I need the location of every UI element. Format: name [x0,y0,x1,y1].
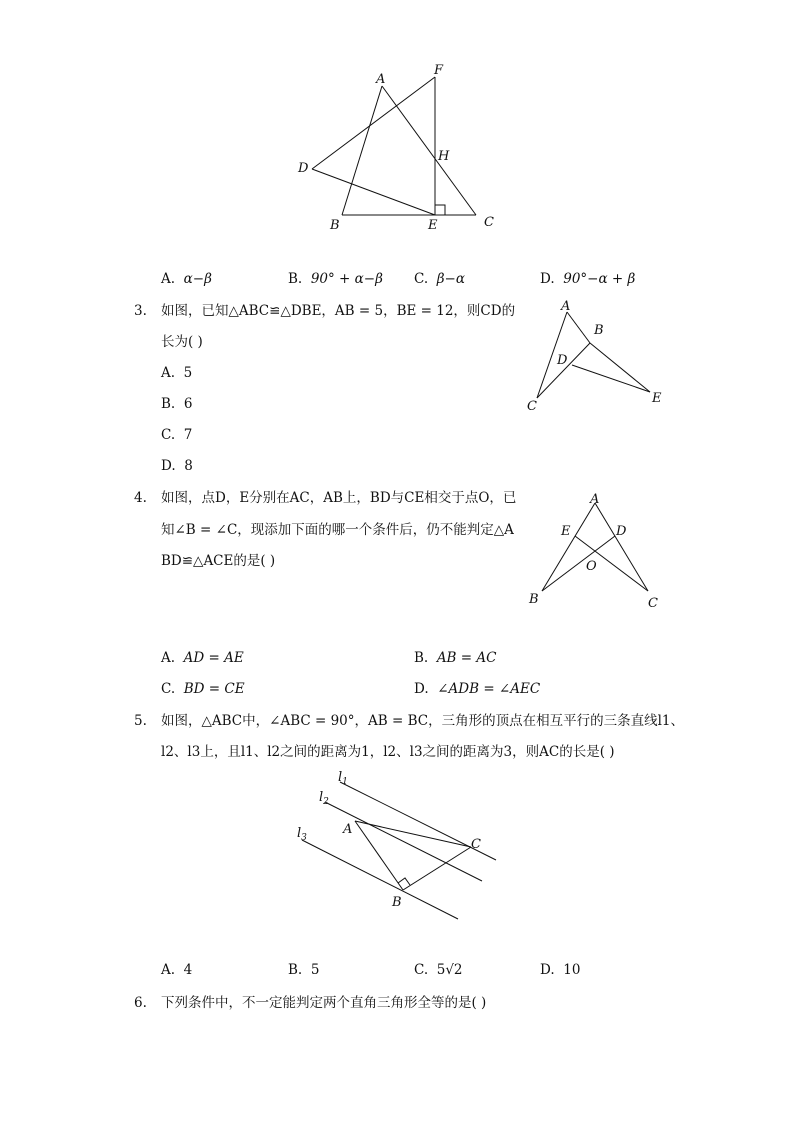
q4-label-o: O [586,559,597,574]
q4-option-b-text: AB = AC [436,650,497,666]
q4-option-b-label: B. [414,650,429,666]
q4-option-d-text: ∠ADB = ∠AEC [437,681,541,697]
q3-option-d-label: D. [161,458,176,474]
q4-option-c-label: C. [161,681,176,697]
q3-option-c-text: 7 [183,427,193,443]
q3-option-d[interactable] [161,460,193,474]
q4-segment-ab [542,503,595,591]
q2-label-f: F [434,63,444,78]
q4-segment-db [542,536,615,591]
q5-line-l3 [302,840,458,919]
q4-label-b: B [529,592,539,607]
q5-option-c-label: C. [414,962,429,978]
q4-figure [520,488,670,612]
q5-option-a-label: A. [161,962,176,978]
q3-option-c-label: C. [161,427,176,443]
q3-option-a-label: A. [161,365,176,381]
q5-option-a[interactable] [161,964,192,978]
q4-label-d: D [616,524,627,539]
q3-figure [520,296,670,420]
q6-number: 6. [134,995,147,1011]
q3-segment-ab [567,312,590,343]
q5-label-b: B [392,895,402,910]
q2-label-a: A [376,72,386,87]
q4-number: 4. [134,490,147,506]
q3-option-c[interactable] [161,429,192,443]
q2-segment-de [312,169,435,215]
q4-label-a: A [590,492,600,507]
q2-label-d: D [298,161,309,176]
q5-segment-bc [403,847,471,890]
q2-label-h: H [438,149,450,164]
q5-stem-line1: 如图，△ABC中，∠ABC = 90°，AB = BC，三角形的顶点在相互平行的三条直线l1、 [161,713,684,729]
q2-segment-ac [382,86,476,215]
q2-option-a-label: A. [161,271,176,287]
q5-option-c-text: 5√2 [436,962,463,978]
q5-right-angle-mark [398,878,410,885]
q5-option-d-text: 10 [563,962,581,978]
q3-label-b: B [594,323,604,338]
q5-option-d-label: D. [540,962,555,978]
q5-option-b[interactable] [288,964,319,978]
q3-label-d: D [557,353,568,368]
q6-stem-line1: 下列条件中，不一定能判定两个直角三角形全等的是( ) [161,995,487,1011]
q2-option-d[interactable] [540,273,635,287]
q2-option-b-label: B. [288,271,303,287]
q2-option-d-text: 90°−α + β [563,271,636,287]
q3-segment-de [572,365,650,392]
q4-segment-ac [595,503,648,591]
q3-segment-bc [537,343,590,398]
q4-label-e: E [561,524,571,539]
q3-option-a-text: 5 [183,365,193,381]
q3-option-b-label: B. [161,396,176,412]
q5-stem-line2: l2、l3上，且l1、l2之间的距离为1，l2、l3之间的距离为3，则AC的长是( ) [161,744,615,760]
q4-option-a[interactable] [161,652,244,666]
q5-option-b-text: 5 [310,962,320,978]
q3-option-b[interactable] [161,398,192,412]
q2-label-b: B [330,218,340,233]
q2-option-c-text: β−α [436,271,465,287]
q5-option-c[interactable] [414,964,463,978]
q5-segment-ab [355,821,403,890]
q4-option-c-text: BD = CE [183,681,245,697]
q2-figure [290,58,510,238]
q2-segment-df [312,77,435,169]
q5-label-l2: $l_2$ [319,790,329,807]
q3-option-a[interactable] [161,367,192,381]
q3-option-b-text: 6 [183,396,193,412]
q3-stem-line2: 长为( ) [161,334,203,350]
q4-option-a-text: AD = AE [183,650,244,666]
q2-option-a-text: α−β [183,271,212,287]
q2-right-angle-mark [435,205,445,215]
q3-option-d-text: 8 [184,458,193,474]
q2-option-c-label: C. [414,271,429,287]
q2-label-c: C [484,215,494,230]
q2-option-a[interactable] [161,273,212,287]
q2-option-b[interactable] [288,273,383,287]
q2-option-d-label: D. [540,271,555,287]
q3-segment-be [590,343,650,392]
q4-stem-line3: BD≌△ACE的是( ) [161,553,276,569]
q5-label-l1: $l_1$ [338,770,348,787]
q3-label-c: C [527,399,537,414]
q3-label-e: E [652,391,662,406]
q3-stem-line1: 如图，已知△ABC≌△DBE，AB = 5，BE = 12，则CD的 [161,303,516,319]
q5-label-a: A [343,822,353,837]
q5-option-d[interactable] [540,964,580,978]
q3-number: 3. [134,303,147,319]
q4-option-c[interactable] [161,683,245,697]
q4-option-d-label: D. [414,681,429,697]
q2-label-e: E [428,218,438,233]
q5-segment-ac [355,821,471,847]
q4-stem-line2: 知∠B = ∠C，现添加下面的哪一个条件后，仍不能判定△A [161,522,514,538]
q2-option-b-text: 90° + α−β [310,271,383,287]
q3-label-a: A [561,299,571,314]
q4-option-d[interactable] [414,683,540,697]
q4-option-b[interactable] [414,652,496,666]
q5-label-l3: $l_3$ [297,826,307,843]
q5-option-b-label: B. [288,962,303,978]
q4-label-c: C [648,596,658,611]
q5-number: 5. [134,713,147,729]
q4-stem-line1: 如图，点D，E分别在AC，AB上，BD与CE相交于点O，已 [161,490,517,506]
q4-option-a-label: A. [161,650,176,666]
q5-label-c: C [471,837,481,852]
q5-figure [290,766,510,926]
q5-option-a-text: 4 [183,962,193,978]
q2-option-c[interactable] [414,273,465,287]
q2-segment-ab [342,86,382,215]
